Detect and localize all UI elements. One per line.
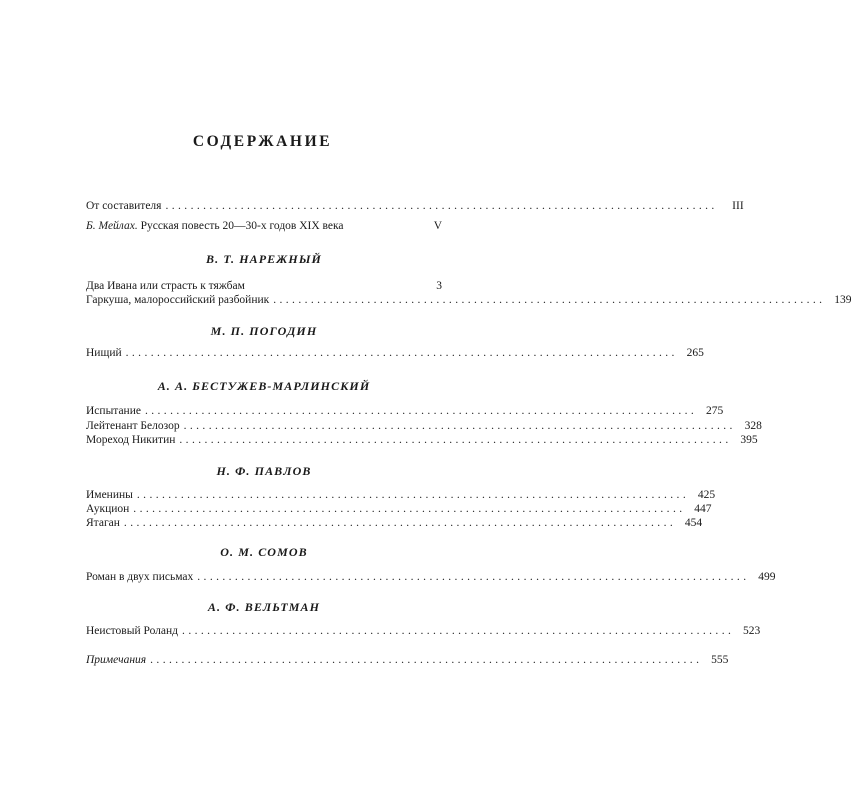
toc-entry-title: Мореход Никитин <box>86 434 176 446</box>
toc-entry-page: 395 <box>740 434 758 446</box>
dot-leader: ........................................................................................ <box>136 489 690 501</box>
section-author-heading: В. Т. НАРЕЖНЫЙ <box>206 252 322 266</box>
toc-entry[interactable] <box>86 279 442 293</box>
toc-entry-title: Именины <box>86 489 133 501</box>
dot-leader: ........................................................................................ <box>179 434 732 446</box>
section-author-heading: О. М. СОМОВ <box>220 545 308 559</box>
toc-entry-page: 523 <box>743 625 761 637</box>
section-author-heading: А. Ф. ВЕЛЬТМАН <box>207 600 321 614</box>
toc-entry-page: III <box>732 200 744 212</box>
toc-entry[interactable] <box>86 346 704 360</box>
toc-entry-page: 139 <box>834 294 851 306</box>
article-title: Русская повесть 20—30-х годов XIX века <box>140 220 344 232</box>
dot-leader: ........................................................................................ <box>144 405 698 417</box>
section-author-heading: М. П. ПОГОДИН <box>210 324 318 338</box>
toc-entry-page: 275 <box>705 405 724 417</box>
dot-leader: ........................................................................................ <box>165 200 718 212</box>
dot-leader: ........................................................................................ <box>183 420 736 432</box>
toc-entry[interactable] <box>86 404 724 418</box>
section-author-heading: А. А. БЕСТУЖЕВ-МАРЛИНСКИЙ <box>157 379 371 393</box>
dot-leader: ........................................................................................ <box>123 517 677 529</box>
toc-entry-title: Роман в двух письмах <box>86 571 194 583</box>
toc-entry[interactable] <box>86 624 761 638</box>
toc-entry[interactable] <box>86 419 762 433</box>
toc-entry-page: 454 <box>684 517 703 529</box>
page-title: СОДЕРЖАНИЕ <box>192 133 333 150</box>
toc-entry-title: Два Ивана или страсть к тяжбам <box>86 280 245 292</box>
toc-entry[interactable] <box>86 433 758 447</box>
dot-leader: ........................................................................................ <box>150 654 703 666</box>
toc-entry[interactable] <box>86 570 776 584</box>
dot-leader: ........................................................................................ <box>182 625 735 637</box>
toc-entry-page: 447 <box>694 503 712 515</box>
toc-entry-title: Гаркуша, малороссийский разбойник <box>86 294 270 306</box>
toc-entry-page: 499 <box>758 571 776 583</box>
toc-entry-page: 3 <box>436 280 442 292</box>
toc-entry[interactable] <box>86 502 712 516</box>
toc-entry-page: 425 <box>697 489 716 501</box>
section-author-heading: Н. Ф. ПАВЛОВ <box>216 464 312 478</box>
toc-entry[interactable] <box>86 516 703 530</box>
toc-entry-title <box>86 219 344 233</box>
toc-entry-title: Лейтенант Белозор <box>86 420 180 432</box>
toc-entry[interactable] <box>86 293 851 307</box>
article-author: Б. Мейлах. <box>86 220 138 232</box>
toc-entry-page: 328 <box>744 420 762 432</box>
toc-entry-title: Испытание <box>86 405 141 417</box>
toc-entry-page: V <box>433 220 442 232</box>
toc-entry-title: Нищий <box>86 347 122 359</box>
dot-leader: ........................................................................................ <box>133 503 686 515</box>
toc-entry-title: От составителя <box>86 200 162 212</box>
toc-entry-title: Ятаган <box>86 517 120 529</box>
toc-entry-title: Неистовый Роланд <box>86 625 179 637</box>
toc-entry[interactable] <box>86 219 442 233</box>
toc-entry[interactable] <box>86 488 716 502</box>
toc-entry-page: 555 <box>711 654 729 666</box>
toc-entry-page: 265 <box>686 347 704 359</box>
dot-leader: ........................................................................................ <box>273 294 826 306</box>
toc-entry[interactable] <box>86 199 744 213</box>
toc-entry-notes[interactable] <box>86 653 729 667</box>
dot-leader: ........................................................................................ <box>197 571 750 583</box>
toc-entry-title: Аукцион <box>86 503 130 515</box>
toc-entry-title: Примечания <box>86 654 147 666</box>
dot-leader: ........................................................................................ <box>125 347 678 359</box>
